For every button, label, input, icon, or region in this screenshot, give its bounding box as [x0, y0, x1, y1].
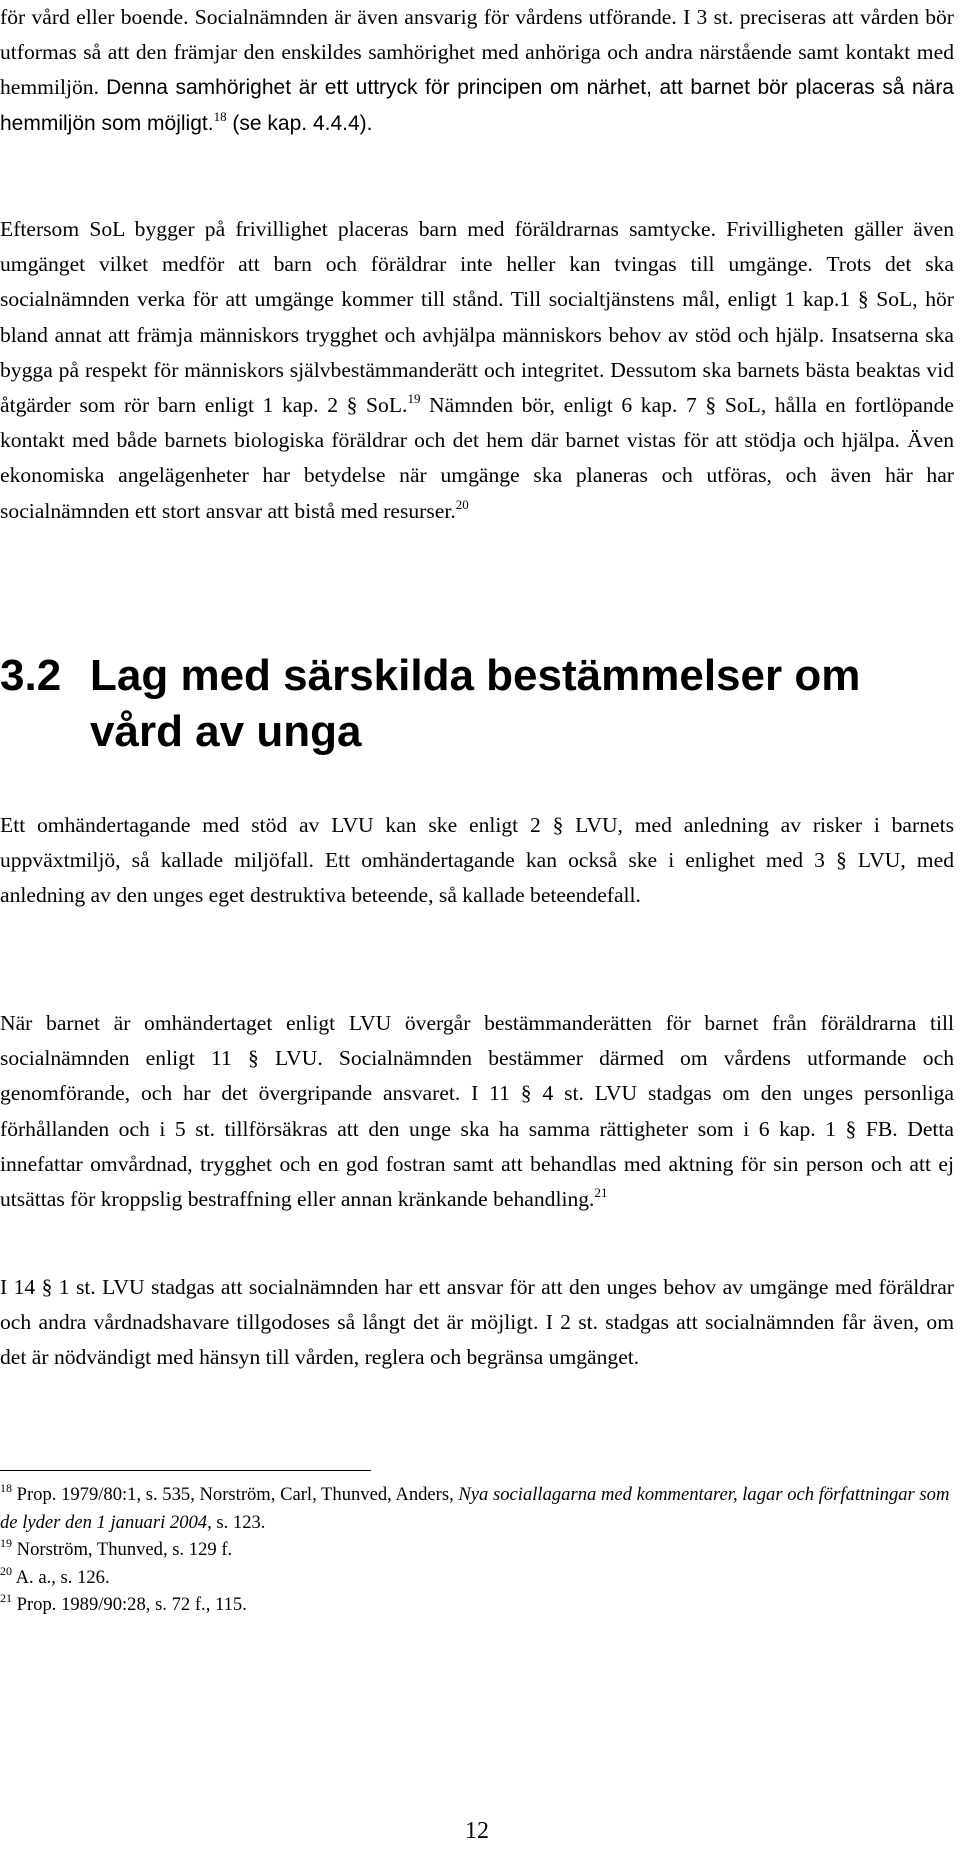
footnote-18-book-title: Nya sociallagarna med kommentarer, lagar och författningar som de lyder den 1 januari 2004, [0, 1484, 950, 1533]
footnote-ref-19[interactable]: 19 [407, 391, 421, 407]
paragraph-4-text: När barnet är omhändertaget enligt LVU övergår bestämmanderätten för barnet från föräldrarna till socialnämnden enligt 11 § LVU. Socialnämnden bestämmer därmed om vårdens utformande och genomförande, och har det övergripande ansvaret. I 11 § 4 st. LVU stadgas om den unges personliga förhållanden och i 5 st. tillförsäkras att den unge ska ha samma rättigheter som i 6 kap. 1 § FB. Detta innefattar omvårdnad, trygghet och en god fostran samt att behandlas med aktning för sin person och att ej utsättas för kroppslig bestraffning eller annan kränkande behandling. [0, 1011, 954, 1212]
footnote-ref-20[interactable]: 20 [455, 496, 469, 512]
paragraph-1-crossref: (se kap. 4.4.4). [226, 111, 373, 135]
paragraph-2-text: Eftersom SoL bygger på frivillighet placeras barn med föräldrarnas samtycke. Frivilligheten gäller även umgänget vilket medför att barn och föräldrar inte heller kan tvingas till umgänge. Trots det ska socialnämnden verka för att umgänge kommer till stånd. Till socialtjänstens mål, enligt 1 kap.1 § SoL, hör bland annat att främja människors trygghet och avhjälpa människors behov av stöd och hjälp. Insatserna ska bygga på respekt för människors självbestämmanderätt och integritet. Dessutom ska barnets bästa beaktas vid åtgärder som rör barn enligt 1 kap. 2 § SoL. [0, 217, 954, 418]
paragraph-2-text-cont: Nämnden bör, enligt 6 kap. 7 § SoL, hålla en fortlöpande kontakt med både barnets biologiska föräldrar och det hem där barnet vistas för att stödja och hjälpa. Även ekonomiska angelägenheter har betydelse när umgänge ska planeras och utföras, och även här har socialnämnden ett stort ansvar att bistå med resurser. [0, 393, 954, 523]
footnotes [0, 1481, 954, 1619]
paragraph-1-sans-text: Denna samhörighet är ett uttryck för principen om närhet, att barnet bör placeras så nära hemmiljön som möjligt. [0, 76, 954, 135]
footnote-separator [0, 1470, 371, 1471]
paragraph-1 [0, 0, 954, 141]
paragraph-3 [0, 808, 954, 914]
footnote-18: $^{18}$ Prop. 1979/80:1, s. 535, Norström, Carl, Thunved, Anders, Nya sociallagarna med kommentarer, lagar och författningar som de lyder den 1 januari 2004, s. 123. [0, 1481, 950, 1533]
paragraph-5-text: I 14 § 1 st. LVU stadgas att socialnämnden har ett ansvar för att den unges behov av umgänge med föräldrar och andra vårdnadshavare tillgodoses så långt det är möjligt. I 2 st. stadgas att socialnämnden får även, om det är nödvändigt med hänsyn till vården, reglera och begränsa umgänget. [0, 1275, 954, 1370]
footnote-ref-18[interactable]: 18 [213, 108, 227, 124]
page-number: 12 [465, 1818, 489, 1844]
section-title: Lag med särskilda bestämmelser om vård av unga [90, 651, 861, 756]
paragraph-4 [0, 1006, 954, 1217]
paragraph-1-text: för vård eller boende. Socialnämnden är även ansvarig för vårdens utförande. I 3 st. preciseras att vården bör utformas så att den främjar den enskildes samhörighet med anhöriga och andra närstående samt kontakt med hemmiljön. [0, 5, 954, 100]
section-number: 3.2 [0, 651, 62, 700]
section-heading [0, 648, 954, 760]
paragraph-5 [0, 1270, 954, 1376]
footnote-21: $^{21}$ Prop. 1989/90:28, s. 72 f., 115. [0, 1591, 247, 1615]
paragraph-3-text: Ett omhändertagande med stöd av LVU kan ske enligt 2 § LVU, med anledning av risker i barnets uppväxtmiljö, så kallade miljöfall. Ett omhändertagande kan också ske i enlighet med 3 § LVU, med anledning av den unges eget destruktiva beteende, så kallade beteendefall. [0, 813, 954, 908]
footnote-19: $^{19}$ Norström, Thunved, s. 129 f. [0, 1536, 233, 1560]
footnote-20: $^{20}$ A. a., s. 126. [0, 1563, 110, 1588]
paragraph-2 [0, 212, 954, 529]
footnote-ref-21[interactable]: 21 [594, 1185, 608, 1201]
